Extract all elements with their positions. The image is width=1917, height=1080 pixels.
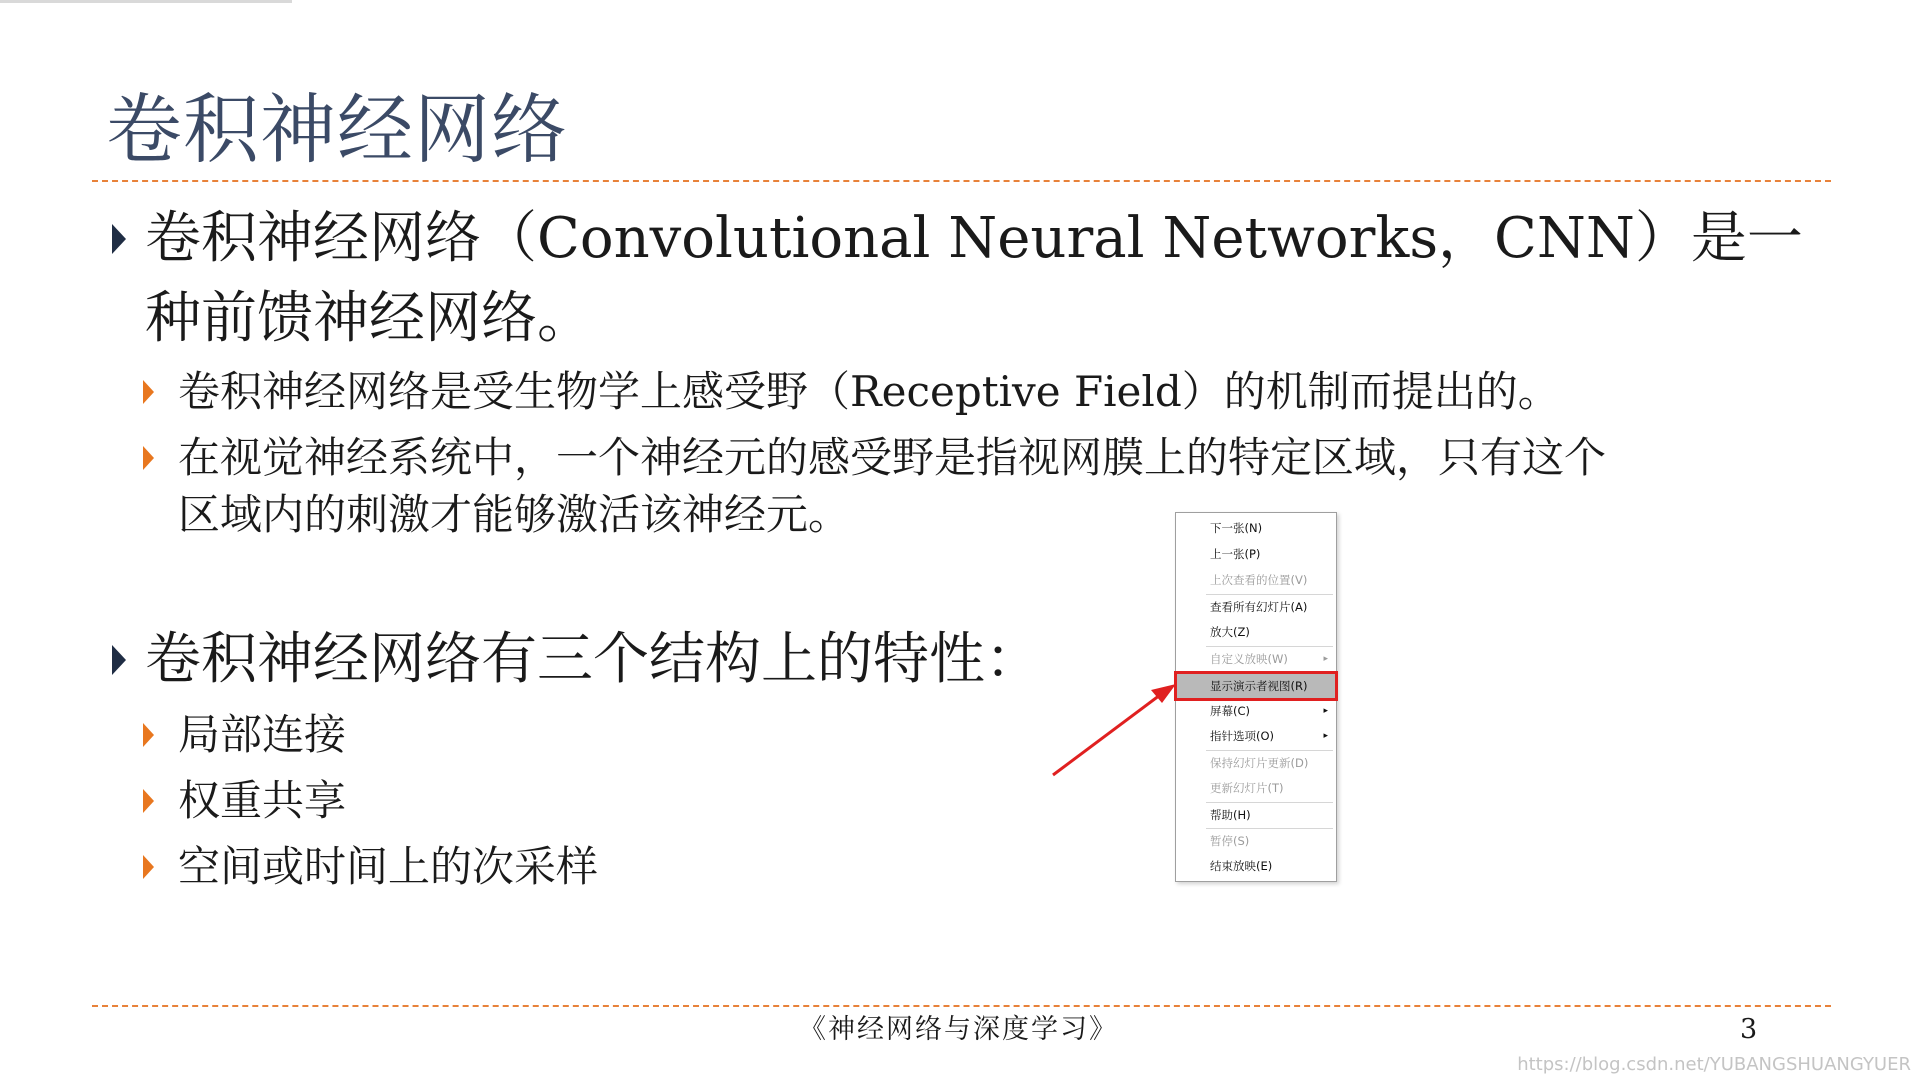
- footer-book-title: 《神经网络与深度学习》: [799, 1014, 1118, 1045]
- context-menu: [1175, 512, 1337, 882]
- menu-item-help[interactable]: 帮助(H): [1210, 808, 1251, 822]
- bullet-cnn-definition-line1: 卷积神经网络（Convolutional Neural Networks，CNN）是一: [145, 206, 1803, 271]
- submenu-arrow-icon: ▸: [1323, 706, 1328, 716]
- menu-item-pointer-options[interactable]: 指针选项(O) ▸: [1177, 724, 1335, 748]
- menu-item-pause[interactable]: 暂停(S): [1210, 834, 1250, 848]
- menu-item-next[interactable]: 下一张(N): [1210, 521, 1263, 535]
- watermark: https://blog.csdn.net/YUBANGSHUANGYUER: [1517, 1054, 1911, 1075]
- sub-bullet-visual-system-line1: 在视觉神经系统中，一个神经元的感受野是指视网膜上的特定区域，只有这个: [178, 433, 1607, 482]
- menu-item-presenter-view[interactable]: 显示演示者视图(R): [1177, 674, 1335, 698]
- page-number: 3: [1740, 1014, 1758, 1045]
- bullet-three-properties: 卷积神经网络有三个结构上的特性：: [145, 627, 1041, 692]
- sub-bullet-subsampling: 空间或时间上的次采样: [178, 842, 599, 891]
- bullet-cnn-definition-line2: 种前馈神经网络。: [145, 286, 593, 351]
- menu-item-update-slides[interactable]: 更新幻灯片(T): [1210, 781, 1284, 795]
- menu-item-end-show[interactable]: 结束放映(E): [1210, 859, 1273, 873]
- menu-item-see-all-slides[interactable]: 查看所有幻灯片(A): [1210, 600, 1308, 614]
- menu-item-custom-show[interactable]: 自定义放映(W) ▸: [1177, 647, 1335, 671]
- sub-bullet-weight-sharing: 权重共享: [178, 776, 347, 825]
- sub-bullet-receptive-field: 卷积神经网络是受生物学上感受野（Receptive Field）的机制而提出的。: [178, 367, 1560, 416]
- menu-item-screen[interactable]: 屏幕(C) ▸: [1177, 699, 1335, 723]
- menu-item-previous[interactable]: 上一张(P): [1210, 547, 1261, 561]
- menu-item-last-viewed[interactable]: 上次查看的位置(V): [1210, 573, 1308, 587]
- sub-bullet-visual-system-line2: 区域内的刺激才能够激活该神经元。: [178, 490, 851, 539]
- submenu-arrow-icon: ▸: [1323, 654, 1328, 664]
- submenu-arrow-icon: ▸: [1323, 731, 1328, 741]
- menu-item-zoom-in[interactable]: 放大(Z): [1210, 625, 1250, 639]
- menu-item-keep-slides-updated[interactable]: 保持幻灯片更新(D): [1210, 756, 1309, 770]
- slide-title: 卷积神经网络: [106, 85, 568, 174]
- sub-bullet-local-connectivity: 局部连接: [178, 710, 347, 759]
